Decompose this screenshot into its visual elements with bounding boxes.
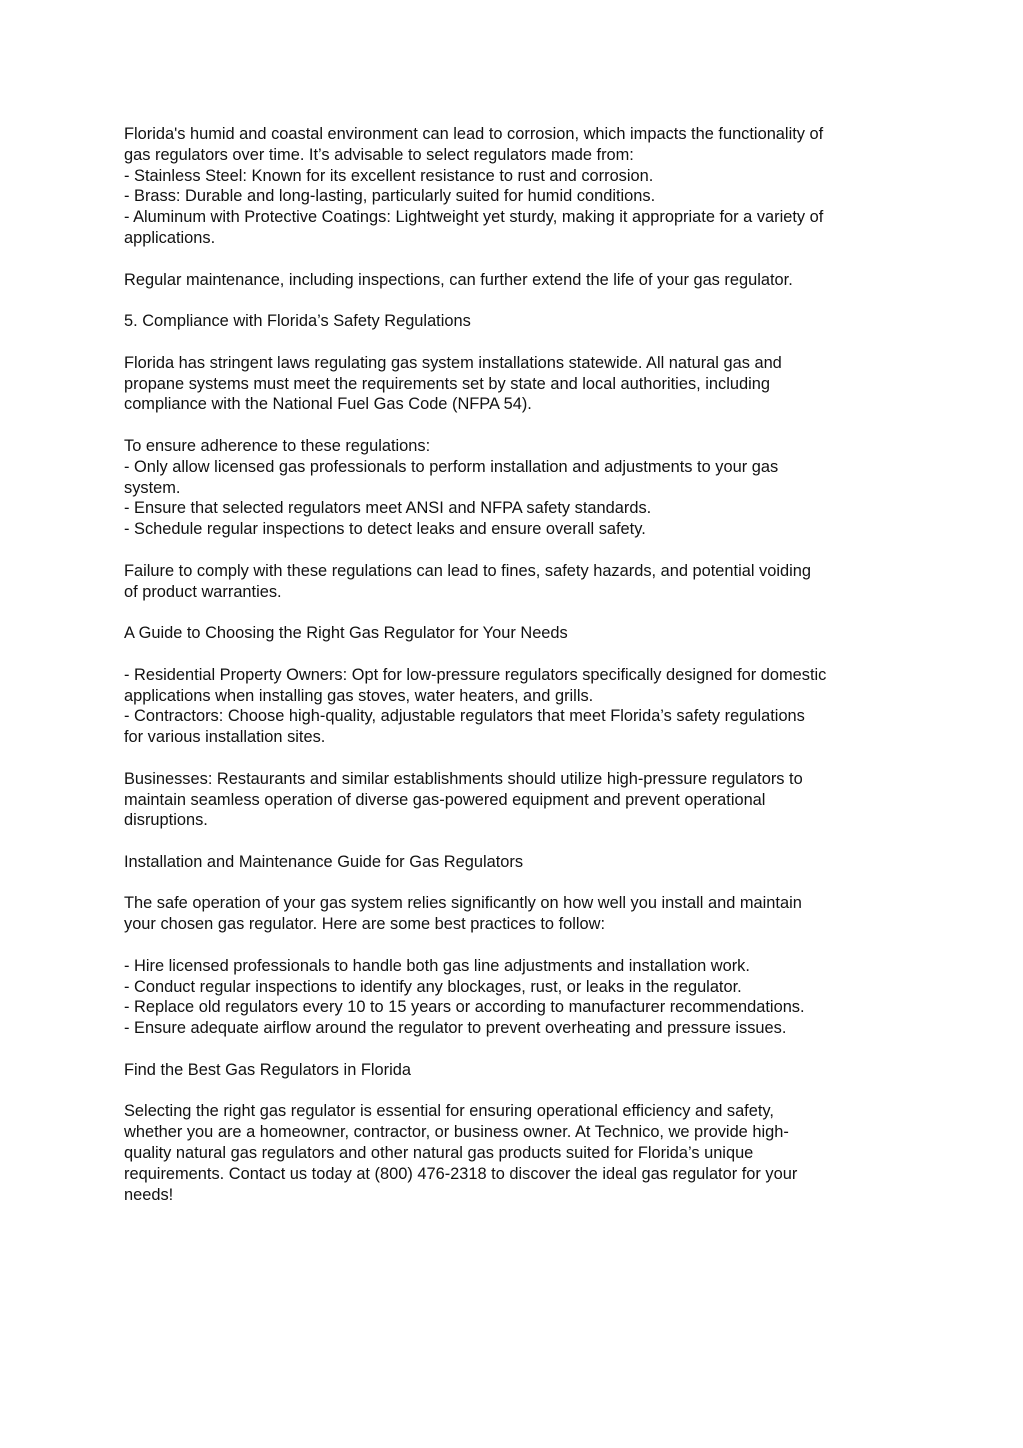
text-line: - Contractors: Choose high-quality, adjustable regulators that meet Florida’s safety regulations xyxy=(124,707,805,726)
text-line: - Ensure that selected regulators meet ANSI and NFPA safety standards. xyxy=(124,499,652,518)
text-line: - Aluminum with Protective Coatings: Lightweight yet sturdy, making it appropriate for a variety of xyxy=(124,208,824,227)
materials-paragraph xyxy=(124,124,904,249)
text-line: requirements. Contact us today at (800) 476-2318 to discover the ideal gas regulator for your xyxy=(124,1164,798,1183)
text-line: propane systems must meet the requirements set by state and local authorities, including xyxy=(124,374,770,393)
text-line: maintain seamless operation of diverse gas-powered equipment and prevent operational xyxy=(124,790,766,809)
text-line: The safe operation of your gas system relies significantly on how well you install and maintain xyxy=(124,894,802,913)
text-line: Regular maintenance, including inspections, can further extend the life of your gas regulator. xyxy=(124,270,793,289)
best-practices-list xyxy=(124,956,904,1039)
text-line: whether you are a homeowner, contractor, or business owner. At Technico, we provide high- xyxy=(124,1123,789,1142)
text-line: To ensure adherence to these regulations: xyxy=(124,436,431,455)
text-line: - Only allow licensed gas professionals to perform installation and adjustments to your gas xyxy=(124,457,779,476)
section-heading: Installation and Maintenance Guide for Gas Regulators xyxy=(124,852,524,871)
list-item: - Conduct regular inspections to identify any blockages, rust, or leaks in the regulator. xyxy=(124,977,742,996)
compliance-heading xyxy=(124,311,904,332)
maintenance-paragraph xyxy=(124,270,904,291)
text-line: your chosen gas regulator. Here are some best practices to follow: xyxy=(124,915,606,934)
installation-heading xyxy=(124,852,904,873)
text-line: Selecting the right gas regulator is essential for ensuring operational efficiency and safety, xyxy=(124,1102,774,1121)
document-page xyxy=(124,124,904,1226)
list-item: - Hire licensed professionals to handle both gas line adjustments and installation work. xyxy=(124,956,750,975)
guide-heading xyxy=(124,623,904,644)
text-line: compliance with the National Fuel Gas Code (NFPA 54). xyxy=(124,395,532,414)
text-line: quality natural gas regulators and other natural gas products suited for Florida’s unique xyxy=(124,1144,754,1163)
list-item: - Ensure adequate airflow around the regulator to prevent overheating and pressure issues. xyxy=(124,1019,787,1038)
list-item: - Replace old regulators every 10 to 15 years or according to manufacturer recommendations. xyxy=(124,998,805,1017)
adherence-paragraph xyxy=(124,436,904,540)
text-line: applications. xyxy=(124,228,216,247)
text-line: applications when installing gas stoves, water heaters, and grills. xyxy=(124,686,594,705)
text-line: system. xyxy=(124,478,181,497)
safe-operation-paragraph xyxy=(124,893,904,935)
text-line: Florida has stringent laws regulating gas system installations statewide. All natural gas and xyxy=(124,353,782,372)
text-line: - Brass: Durable and long-lasting, particularly suited for humid conditions. xyxy=(124,187,656,206)
businesses-paragraph xyxy=(124,769,904,831)
laws-paragraph xyxy=(124,353,904,415)
text-line: gas regulators over time. It’s advisable to select regulators made from: xyxy=(124,145,634,164)
text-line: disruptions. xyxy=(124,811,208,830)
failure-paragraph xyxy=(124,561,904,603)
text-line: of product warranties. xyxy=(124,582,282,601)
text-line: Failure to comply with these regulations can lead to fines, safety hazards, and potential voiding xyxy=(124,561,811,580)
text-line: needs! xyxy=(124,1185,174,1204)
owners-contractors-paragraph xyxy=(124,665,904,748)
text-line: - Stainless Steel: Known for its excellent resistance to rust and corrosion. xyxy=(124,166,654,185)
section-heading: A Guide to Choosing the Right Gas Regulator for Your Needs xyxy=(124,624,568,643)
text-line: - Schedule regular inspections to detect leaks and ensure overall safety. xyxy=(124,520,646,539)
text-line: Florida's humid and coastal environment can lead to corrosion, which impacts the functionality of xyxy=(124,125,824,143)
find-best-heading xyxy=(124,1060,904,1081)
text-line: Businesses: Restaurants and similar establishments should utilize high-pressure regulators to xyxy=(124,769,803,788)
text-line: - Residential Property Owners: Opt for low-pressure regulators specifically designed for domestic xyxy=(124,665,827,684)
section-heading: 5. Compliance with Florida’s Safety Regulations xyxy=(124,312,471,331)
text-line: for various installation sites. xyxy=(124,728,326,747)
section-heading: Find the Best Gas Regulators in Florida xyxy=(124,1060,411,1079)
closing-paragraph xyxy=(124,1101,904,1205)
